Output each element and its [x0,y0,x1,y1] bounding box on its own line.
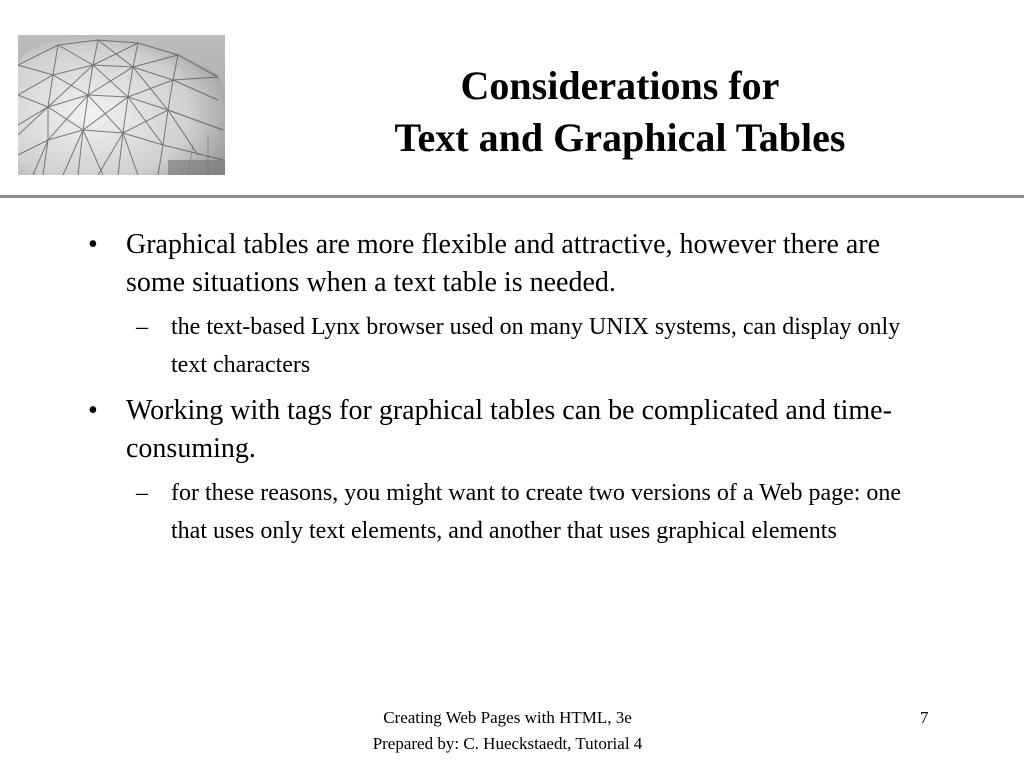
bullet-text: Working with tags for graphical tables can be complicated and time-consuming. [126,395,892,464]
footer-line-1: Creating Web Pages with HTML, 3e [383,708,632,727]
bullet-dot-icon: • [88,229,98,260]
title-line-1: Considerations for [460,63,780,108]
slide-title [240,60,1000,164]
footer-credits [300,705,715,757]
bullet-item [0,392,1024,468]
dash-icon: – [136,480,148,506]
bullet-dot-icon: • [88,395,98,426]
bullet-item [0,226,1024,302]
dome-photo-icon [18,35,225,175]
page-number: 7 [920,708,929,727]
sub-bullet-text: the text-based Lynx browser used on many UNIX systems, can display only text characters [171,314,901,378]
sub-bullet-text: for these reasons, you might want to create two versions of a Web page: one that uses only text elements, and another that uses graphical elements [171,480,902,544]
slide-body [0,226,1024,558]
footer-line-2: Prepared by: C. Hueckstaedt, Tutorial 4 [372,734,643,753]
bullet-text: Graphical tables are more flexible and attractive, however there are some situations when a text table is needed. [126,229,881,298]
geodesic-dome-photo [18,35,225,175]
dash-icon: – [136,314,148,340]
title-line-2: Text and Graphical Tables [394,115,846,160]
title-divider [0,195,1024,198]
sub-bullet-item [0,474,1024,550]
sub-bullet-item [0,308,1024,384]
